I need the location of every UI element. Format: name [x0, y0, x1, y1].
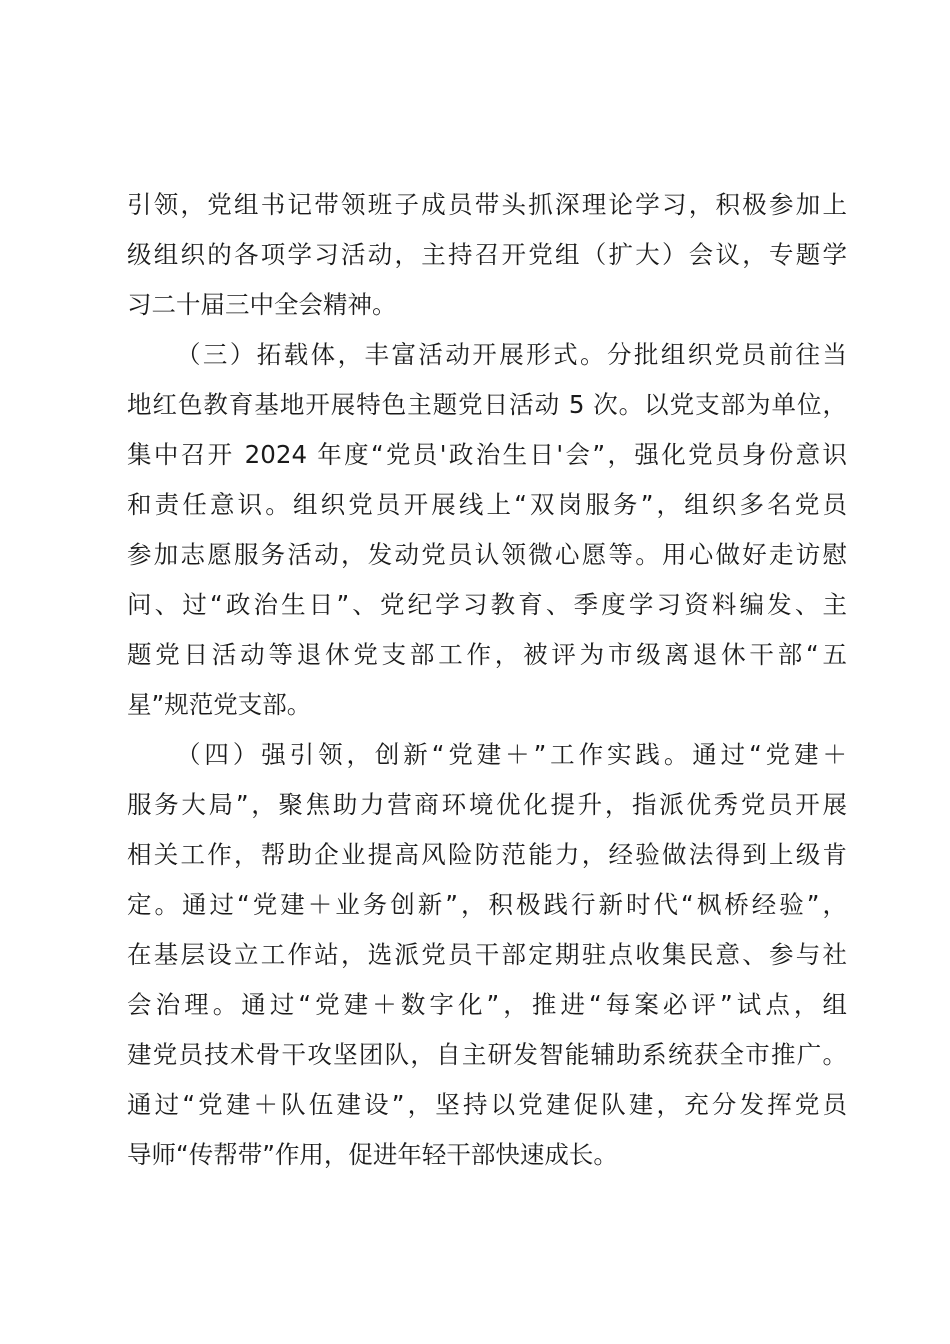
text-line: 服务大局”，聚焦助力营商环境优化提升，指派优秀党员开展 [127, 790, 847, 819]
text-line: 星”规范党支部。 [127, 690, 312, 719]
section-heading-line: （四）强引领，创新“党建＋”工作实践。通过“党建＋ [176, 740, 847, 769]
text-line: 会治理。通过“党建＋数字化”，推进“每案必评”试点，组 [127, 990, 847, 1019]
text-line: 参加志愿服务活动，发动党员认领微心愿等。用心做好走访慰 [127, 540, 847, 569]
text-line: 问、过“政治生日”、党纪学习教育、季度学习资料编发、主 [127, 590, 847, 619]
text-line: 级组织的各项学习活动，主持召开党组（扩大）会议，专题学 [127, 240, 847, 269]
section-heading-line: （三）拓载体，丰富活动开展形式。分批组织党员前往当 [176, 340, 847, 369]
text-line: 题党日活动等退休党支部工作，被评为市级离退休干部“五 [127, 640, 847, 669]
text-line: 和责任意识。组织党员开展线上“双岗服务”，组织多名党员 [127, 490, 847, 519]
text-line: 引领，党组书记带领班子成员带头抓深理论学习，积极参加上 [127, 190, 847, 219]
text-line: 习二十届三中全会精神。 [127, 290, 397, 319]
text-line: 通过“党建＋队伍建设”，坚持以党建促队建，充分发挥党员 [127, 1090, 847, 1119]
text-line: 建党员技术骨干攻坚团队，自主研发智能辅助系统获全市推广。 [127, 1040, 847, 1069]
text-line: 集中召开 2024 年度“党员'政治生日'会”，强化党员身份意识 [127, 440, 847, 469]
text-line: 在基层设立工作站，选派党员干部定期驻点收集民意、参与社 [127, 940, 847, 969]
text-line: 相关工作，帮助企业提高风险防范能力，经验做法得到上级肯 [127, 840, 847, 869]
text-line: 定。通过“党建＋业务创新”，积极践行新时代“枫桥经验”， [127, 890, 847, 919]
text-line: 导师“传帮带”作用，促进年轻干部快速成长。 [127, 1140, 618, 1169]
text-line: 地红色教育基地开展特色主题党日活动 5 次。以党支部为单位， [127, 390, 847, 419]
